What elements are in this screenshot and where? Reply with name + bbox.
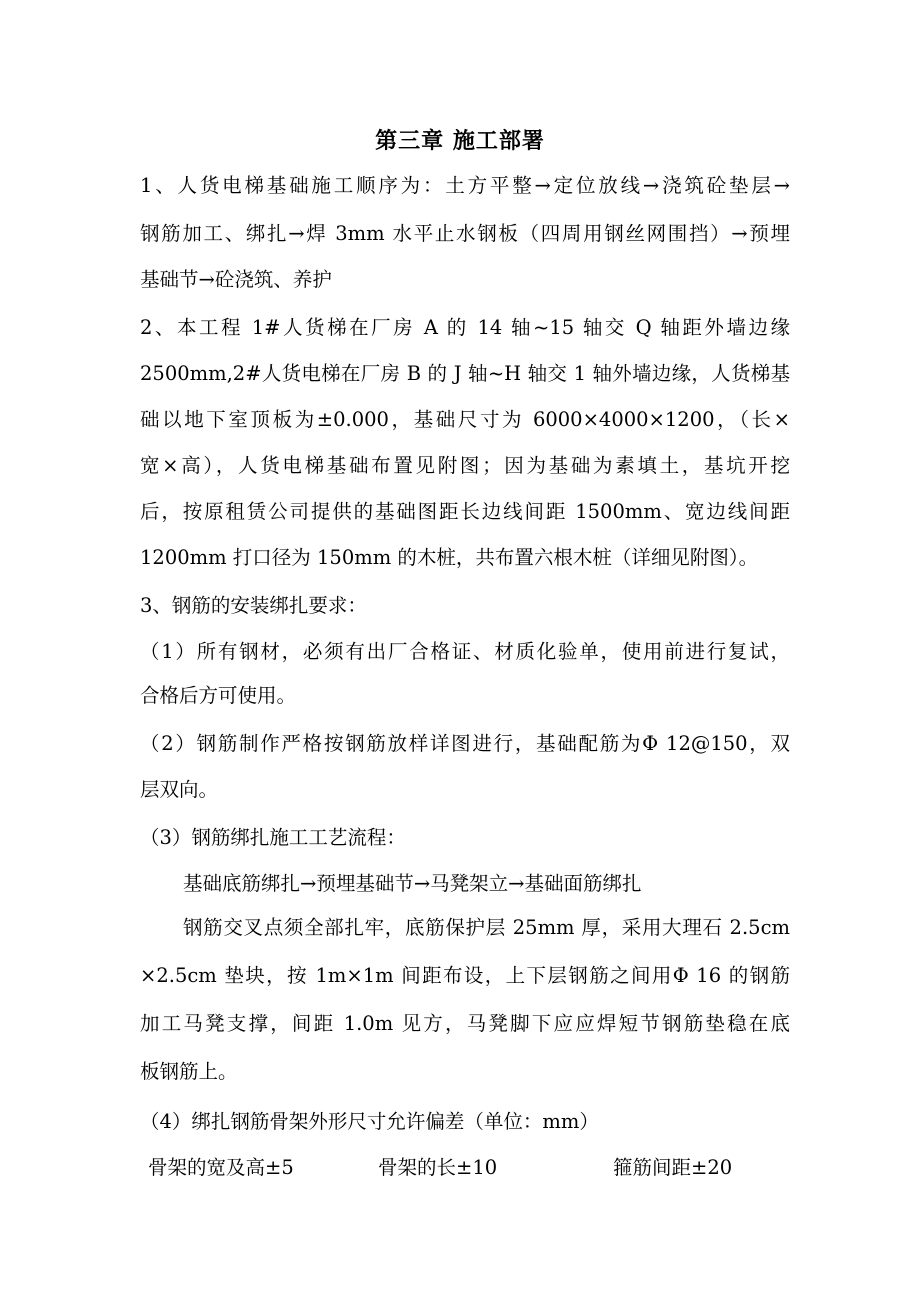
tolerance-stirrup-spacing: 箍筋间距±20 — [613, 1156, 733, 1179]
paragraph-line: ×2.5cm 垫块，按 1m×1m 间距布设，上下层钢筋之间用Φ 16 的钢筋 — [140, 964, 790, 987]
subsection-heading: （3）钢筋绑扎施工工艺流程： — [140, 826, 406, 849]
paragraph-line: 后，按原租赁公司提供的基础图距长边线间距 1500mm、宽边线间距 — [140, 500, 790, 523]
paragraph-line: 2500mm,2#人货电梯在厂房 B 的 J 轴~H 轴交 1 轴外墙边缘，人货梯基 — [140, 362, 790, 385]
section-heading: 3、钢筋的安装绑扎要求： — [140, 594, 367, 617]
paragraph-line: 宽×高），人货电梯基础布置见附图；因为基础为素填土，基坑开挖 — [140, 454, 790, 477]
paragraph-line: 钢筋交叉点须全部扎牢，底筋保护层 25mm 厚，采用大理石 2.5cm — [183, 916, 790, 939]
subsection-heading: （4）绑扎钢筋骨架外形尺寸允许偏差（单位：mm） — [140, 1110, 599, 1133]
paragraph-line: （2）钢筋制作严格按钢筋放样详图进行，基础配筋为Φ 12@150，双 — [140, 732, 790, 755]
tolerance-length: 骨架的长±10 — [378, 1156, 498, 1179]
paragraph-line: 板钢筋上。 — [140, 1060, 238, 1083]
paragraph-line: 钢筋加工、绑扎→焊 3mm 水平止水钢板（四周用钢丝网围挡）→预埋 — [140, 222, 790, 245]
paragraph-line: 加工马凳支撑，间距 1.0m 见方，马凳脚下应应焊短节钢筋垫稳在底 — [140, 1012, 790, 1035]
paragraph-line: （1）所有钢材，必须有出厂合格证、材质化验单，使用前进行复试， — [140, 640, 790, 663]
paragraph-line: 2、本工程 1#人货梯在厂房 A 的 14 轴~15 轴交 Q 轴距外墙边缘 — [140, 316, 790, 339]
process-flow: 基础底筋绑扎→预埋基础节→马凳架立→基础面筋绑扎 — [183, 872, 642, 895]
tolerance-width-height: 骨架的宽及高±5 — [148, 1156, 294, 1179]
paragraph-line: 合格后方可使用。 — [140, 684, 297, 707]
paragraph-line: 层双向。 — [140, 778, 219, 801]
chapter-title: 第三章 施工部署 — [375, 128, 545, 154]
paragraph-line: 础以地下室顶板为±0.000，基础尺寸为 6000×4000×1200，（长× — [140, 408, 790, 431]
paragraph-line: 1200mm 打口径为 150mm 的木桩，共布置六根木桩（详细见附图）。 — [140, 546, 759, 569]
paragraph-line: 基础节→砼浇筑、养护 — [140, 268, 332, 291]
paragraph-line: 1、人货电梯基础施工顺序为：土方平整→定位放线→浇筑砼垫层→ — [140, 174, 790, 197]
